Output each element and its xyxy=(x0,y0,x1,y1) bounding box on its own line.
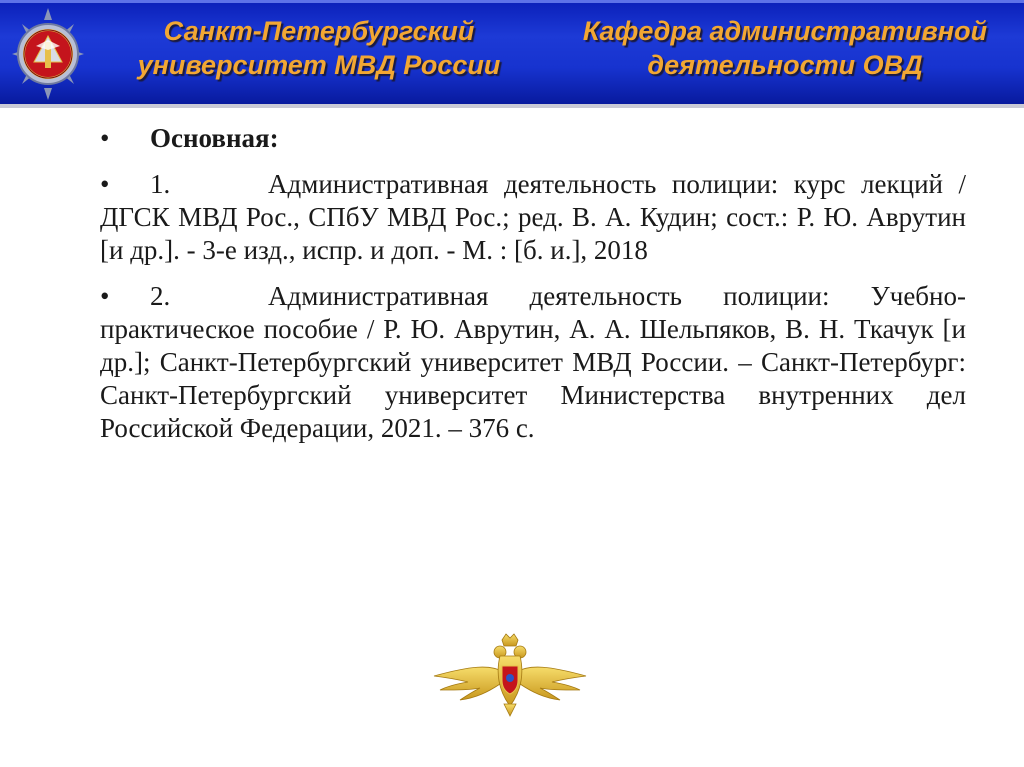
department-title-line1: Кафедра административной xyxy=(582,16,988,46)
bullet: • xyxy=(100,169,110,199)
bullet: • xyxy=(100,281,110,311)
university-title-line1: Санкт-Петербургский xyxy=(163,16,475,46)
item-number: 1. xyxy=(150,169,171,199)
mvd-university-emblem-icon xyxy=(6,2,90,106)
list-item xyxy=(100,280,966,445)
department-title xyxy=(546,14,1024,82)
section-heading: Основная: xyxy=(150,123,279,153)
university-title-line2: университет МВД России xyxy=(137,50,501,80)
item-text: Административная деятельность полиции: Учебно-практическое пособие / Р. Ю. Аврутин, А. А. Шельпяков, В. Н. Ткачук [и др.]; Санкт-Петербургский университет МВД России. – Санкт-Петербург: Санкт-Петербургский университет Министерства внутренних дел Российской Федерации, 2021. – 376 с. xyxy=(100,281,966,443)
slide-header xyxy=(0,0,1024,108)
department-title-line2: деятельности ОВД xyxy=(647,50,923,80)
literature-list xyxy=(100,122,966,458)
item-number: 2. xyxy=(150,281,171,311)
university-title xyxy=(104,14,534,82)
double-headed-eagle-icon xyxy=(430,632,590,718)
list-item xyxy=(100,168,966,267)
item-text: Административная деятельность полиции: курс лекций / ДГСК МВД Рос., СПбУ МВД Рос.; ред. В. А. Кудин; сост.: Р. Ю. Аврутин [и др.]. - 3-е изд., испр. и доп. - М. : [б. и.], 2018 xyxy=(100,169,966,265)
bullet: • xyxy=(100,123,110,153)
list-heading xyxy=(100,122,966,155)
